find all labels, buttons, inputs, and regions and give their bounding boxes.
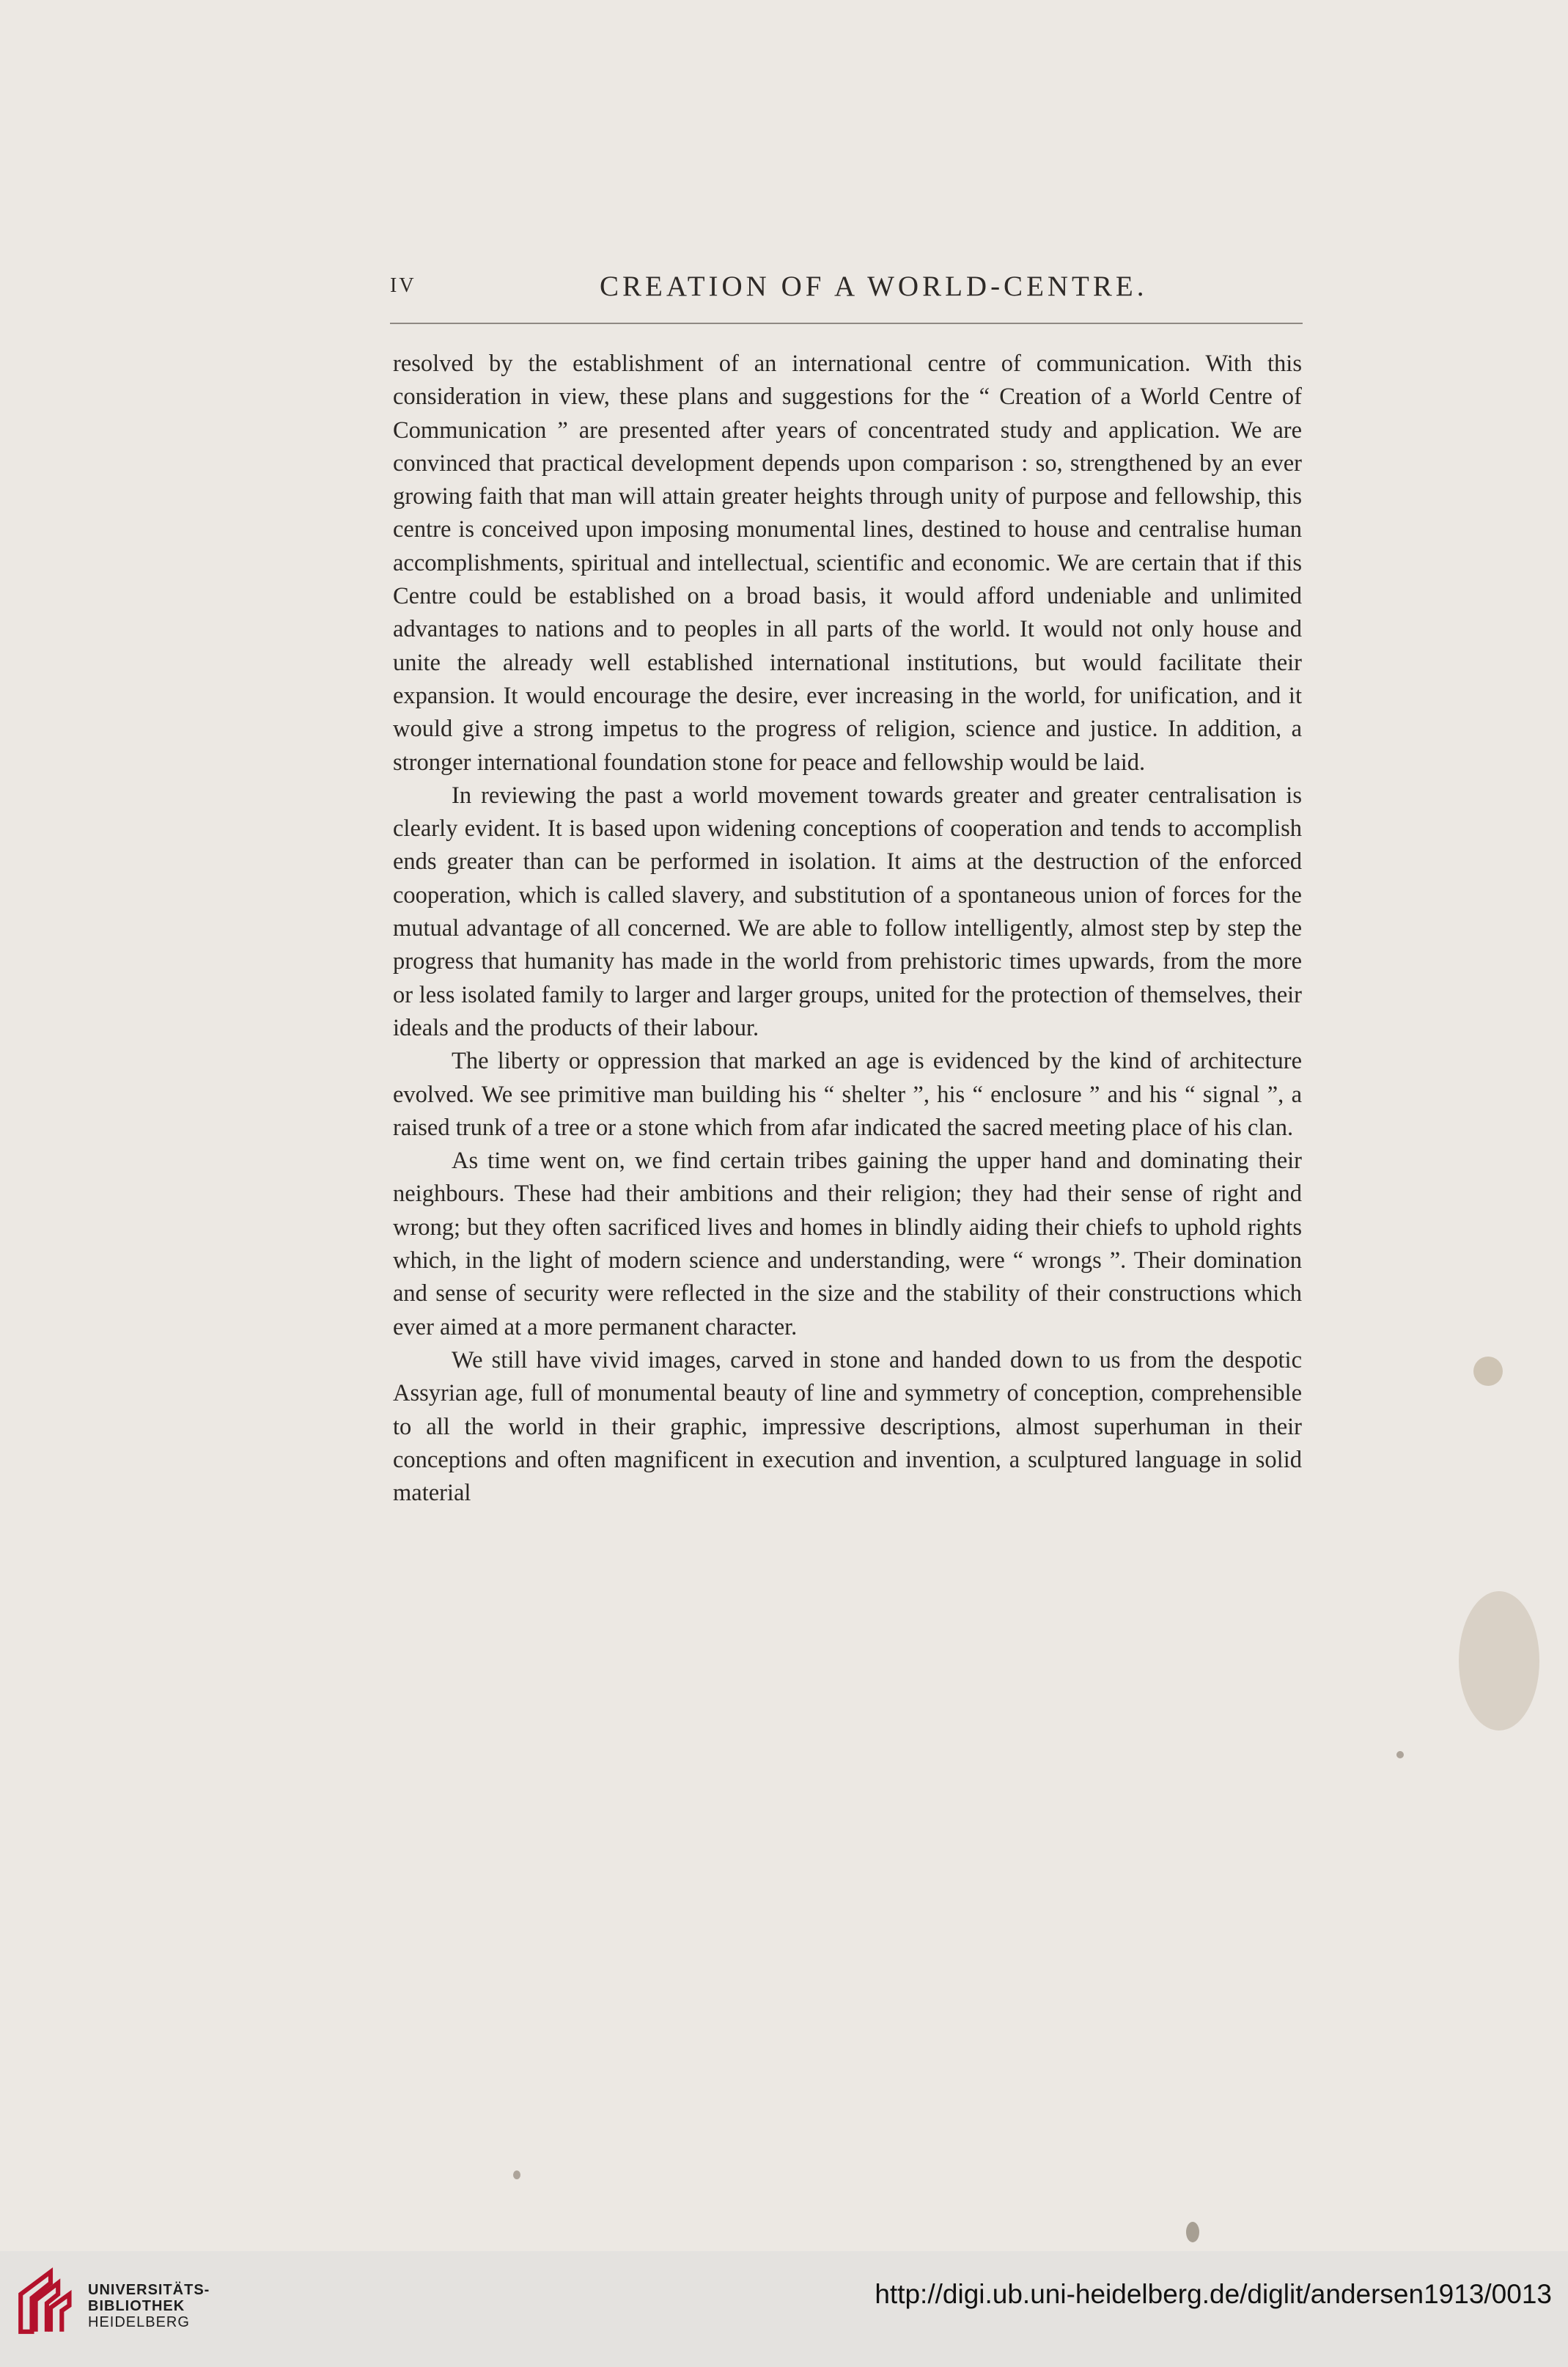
paragraph: As time went on, we find certain tribes gaining the upper hand and dominating their neighbours. These had their ambitions and their religion; they had their sense of right and wrong; but they often sacrificed lives and homes in blindly aiding their chiefs to uphold rights which, in the light of modern science and understanding, were “ wrongs ”. Their domination and sense of security were reflected in the size and the stability of their constructions which ever aimed at a more permanent character. — [393, 1148, 1302, 1340]
body-text — [393, 348, 1302, 1510]
paragraph: resolved by the establishment of an international centre of communication. With this consideration in view, these plans and suggestions for the “ Creation of a World Centre of Communication ” are presented after years of concentrated study and application. We are convinced that practical development depends upon comparison : so, strengthened by an ever growing faith that man will attain greater heights through unity of purpose and fellowship, this centre is conceived upon imposing monumental lines, destined to house and centralise human accomplishments, spiritual and intellectual, scientific and economic. We are certain that if this Centre could be established on a broad basis, it would afford undeniable and unlimited advantages to nations and to peoples in all parts of the world. It would not only house and unite the already well established international institutions, but would facilitate their expansion. It would encourage the desire, ever increasing in the world, for unification, and it would give a strong impetus to the progress of religion, science and justice. In addition, a stronger international foundation stone for peace and fellowship would be laid. — [393, 351, 1302, 776]
footer-bar — [0, 2251, 1568, 2367]
permalink-url[interactable]: http://digi.ub.uni-heidelberg.de/diglit/andersen1913/0013 — [875, 2279, 1552, 2309]
foxing-spot — [1459, 1591, 1539, 1731]
foxing-spot — [1473, 1357, 1503, 1386]
library-logo-icon — [13, 2264, 88, 2339]
library-name — [88, 2282, 210, 2330]
paragraph: In reviewing the past a world movement towards greater and greater centralisation is clearly evident. It is based upon widening conceptions of cooperation and tends to accomplish ends greater than can be performed in isolation. It aims at the destruction of the enforced cooperation, which is called slavery, and substitution of a spontaneous union of forces for the mutual advantage of all concerned. We are able to follow intelligently, almost step by step the progress that humanity has made in the world from prehistoric times upwards, from the more or less isolated family to larger and larger groups, united for the protection of themselves, their ideals and the products of their labour. — [393, 782, 1302, 1041]
library-name-line: HEIDELBERG — [88, 2314, 190, 2330]
library-name-line: UNIVERSITÄTS- — [88, 2282, 210, 2298]
page-number: IV — [390, 274, 416, 297]
paragraph: We still have vivid images, carved in stone and handed down to us from the despotic Assyrian age, full of monumental beauty of line and symmetry of conception, comprehensible to all the world in their graphic, impressive descriptions, almost superhuman in their conceptions and often magnificent in execution and invention, a sculptured language in solid material — [393, 1346, 1302, 1507]
running-title: CREATION OF A WORLD-CENTRE. — [600, 271, 1148, 302]
paragraph: The liberty or oppression that marked an age is evidenced by the kind of architecture evolved. We see primitive man building his “ shelter ”, his “ enclosure ” and his “ signal ”, a raised trunk of a tree or a stone which from afar indicated the sacred meeting place of his clan. — [393, 1048, 1302, 1141]
library-name-line: BIBLIOTHEK — [88, 2298, 185, 2314]
foxing-spot — [1186, 2222, 1199, 2242]
header-rule — [390, 323, 1303, 324]
foxing-spot — [1396, 1751, 1404, 1758]
foxing-spot — [513, 2170, 520, 2179]
page-header — [390, 270, 1306, 307]
